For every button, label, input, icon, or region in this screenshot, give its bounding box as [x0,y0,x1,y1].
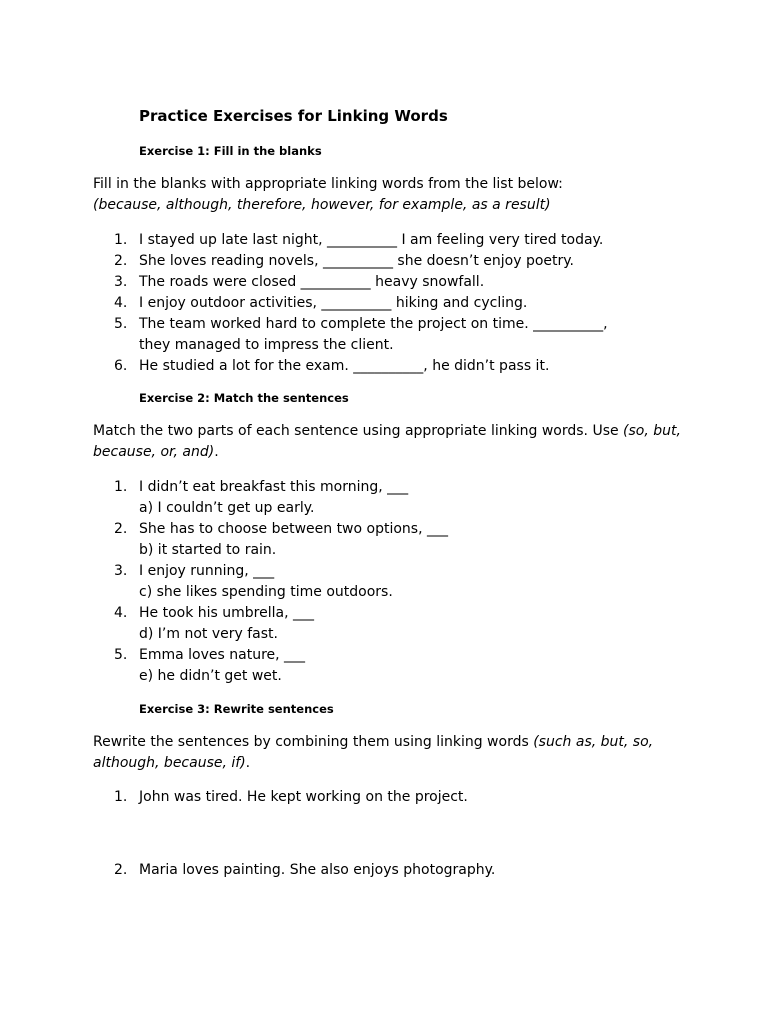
exercise-3-word-list: (such as, but, so, although, because, if) [93,734,654,771]
list-item [93,356,708,377]
item-number: 2. [114,253,128,269]
item-text: I enjoy outdoor activities, __________ hiking and cycling. [139,295,528,311]
exercise-2 [93,390,708,687]
list-item [93,603,708,645]
exercise-3-instructions [93,732,708,774]
item-number: 1. [114,232,128,248]
exercise-3 [93,701,708,881]
item-number: 2. [114,862,128,878]
item-text: I enjoy running, ___ [139,563,275,579]
list-item [93,645,708,687]
list-item [93,860,708,881]
item-text: The team worked hard to complete the project on time. __________, [139,316,608,332]
exercise-1-word-list: (because, although, therefore, however, for example, as a result) [93,197,551,213]
list-item [93,519,708,561]
list-item [93,230,708,251]
item-number: 3. [114,274,128,290]
item-number: 2. [114,521,128,537]
item-text: She loves reading novels, __________ she doesn’t enjoy poetry. [139,253,574,269]
exercise-3-instruction-end: . [245,755,251,771]
item-text: The roads were closed __________ heavy snowfall. [139,274,485,290]
list-item [93,477,708,519]
exercise-1-heading: Exercise 1: Fill in the blanks [139,144,322,158]
match-option: b) it started to rain. [139,542,277,558]
item-number: 1. [114,479,128,495]
match-option: e) he didn’t get wet. [139,668,282,684]
exercise-3-instruction-text: Rewrite the sentences by combining them using linking words [93,734,534,750]
item-text: He took his umbrella, ___ [139,605,314,621]
exercise-3-list [93,787,708,881]
exercise-1-list [93,230,708,377]
list-item [93,787,708,808]
item-number: 5. [114,647,128,663]
match-option: d) I’m not very fast. [139,626,278,642]
list-item [93,293,708,314]
match-option: c) she likes spending time outdoors. [139,584,393,600]
item-text-continued: they managed to impress the client. [139,337,394,353]
list-item [93,314,708,356]
item-text: She has to choose between two options, ___ [139,521,448,537]
document-title: Practice Exercises for Linking Words [139,107,448,125]
item-text: He studied a lot for the exam. __________, he didn’t pass it. [139,358,550,374]
exercise-2-word-list: (so, but, because, or, and) [93,423,681,460]
item-text: John was tired. He kept working on the project. [139,789,468,805]
item-number: 4. [114,295,128,311]
exercise-2-instruction-end: . [214,444,219,460]
exercise-2-list [93,477,708,687]
item-number: 1. [114,789,128,805]
exercise-1-instruction-line: Fill in the blanks with appropriate linking words from the list below: [93,176,563,192]
item-text: I didn’t eat breakfast this morning, ___ [139,479,409,495]
item-text: Maria loves painting. She also enjoys photography. [139,862,496,878]
exercise-1-instructions [93,174,708,216]
exercise-2-instructions [93,421,708,463]
list-item [93,272,708,293]
exercise-2-instruction-text: Match the two parts of each sentence using appropriate linking words. Use [93,423,624,439]
list-item [93,561,708,603]
match-option: a) I couldn’t get up early. [139,500,315,516]
exercise-2-heading: Exercise 2: Match the sentences [139,391,349,405]
list-item [93,251,708,272]
item-number: 6. [114,358,128,374]
item-number: 5. [114,316,128,332]
item-number: 3. [114,563,128,579]
item-text: Emma loves nature, ___ [139,647,306,663]
item-text: I stayed up late last night, __________ I am feeling very tired today. [139,232,604,248]
exercise-1 [93,143,708,377]
item-number: 4. [114,605,128,621]
exercise-3-heading: Exercise 3: Rewrite sentences [139,702,334,716]
